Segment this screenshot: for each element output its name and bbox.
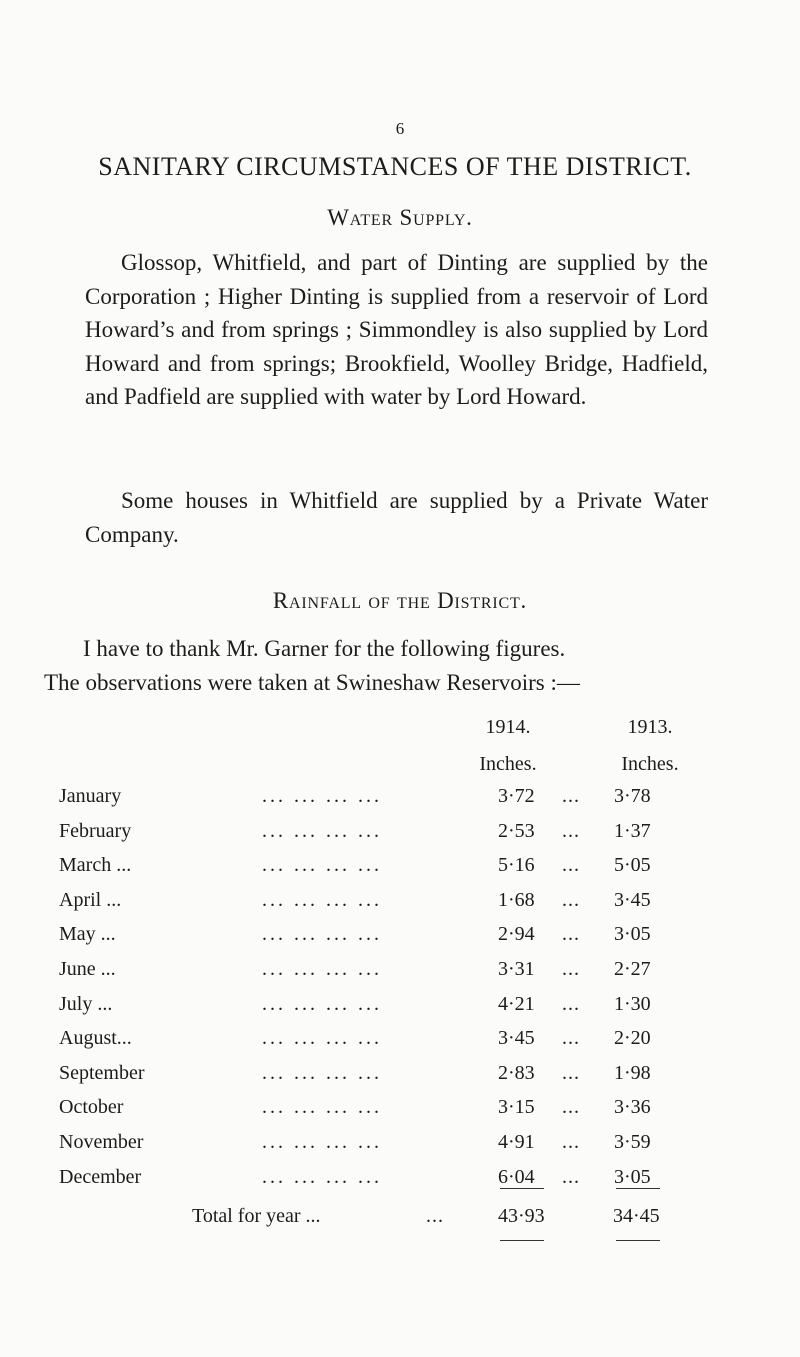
value-1914: 3·72 [498,785,535,807]
month-cell: November [59,1131,144,1153]
table-row [0,854,800,882]
dot-leader: ... ... ... ... [262,785,382,807]
table-row [0,785,800,813]
total-rule-1913 [616,1240,660,1241]
table-row [0,1027,800,1055]
value-1913: 1·37 [614,819,651,842]
value-1914: 1·68 [498,888,535,911]
rainfall-intro-line2: The observations were taken at Swineshaw Reservoirs :— [44,669,580,695]
value-1914: 5·16 [498,854,535,877]
page-title: SANITARY CIRCUMSTANCES OF THE DISTRICT. [98,152,692,181]
value-1913: 3·05 [614,923,651,946]
dot-leader: ... ... ... ... [262,1165,382,1188]
month-cell: January [59,785,122,807]
dot-leader: ... ... ... ... [262,992,382,1015]
month-cell: May ... [59,923,116,946]
table-row [0,1131,800,1159]
table-row [0,1166,800,1194]
total-label: Total for year ... [192,1205,321,1227]
subtotal-rule-1914 [500,1188,544,1189]
month-cell: August... [59,1027,132,1050]
month-cell: October [59,1096,124,1119]
column-header-1914: 1914. [485,716,531,738]
rainfall-heading: Rainfall of the District. [272,588,528,613]
table-row [0,993,800,1021]
value-1914: 3·45 [498,1027,535,1050]
month-cell: December [59,1165,142,1188]
value-1913: 3·45 [614,888,651,911]
dot-leader: ... ... ... ... [262,1061,382,1084]
month-cell: July ... [59,992,113,1015]
total-leader: ... [426,1205,444,1227]
table-row [0,1062,800,1090]
value-1913: 3·36 [614,1096,651,1119]
total-1914: 43·93 [498,1205,545,1227]
dot-leader: ... ... ... ... [262,923,382,946]
month-cell: February [59,819,132,842]
total-rule-1914 [500,1240,544,1241]
table-row [0,1096,800,1124]
dot-leader: ... [562,923,580,946]
dot-leader: ... ... ... ... [262,888,382,911]
value-1913: 3·78 [614,785,651,807]
value-1914: 2·94 [498,923,535,946]
dot-leader: ... ... ... ... [262,958,382,980]
table-row [0,923,800,951]
total-1913: 34·45 [613,1205,660,1227]
dot-leader: ... [562,819,580,842]
page-number: 6 [395,119,405,138]
value-1913: 3·05 [614,1165,651,1188]
dot-leader: ... [562,888,580,911]
dot-leader: ... [562,785,580,807]
column-header-1913: 1913. [627,716,673,738]
dot-leader: ... [562,1027,580,1050]
water-supply-paragraph: Glossop, Whitfield, and part of Dinting are supplied by the Corporation ; Higher Dinting is supplied from a reservoir of Lord Howard’s and from springs ; Simmondley is also supplied by Lord Howard and from springs; Brookfield, Woolley Bridge, Hadfield, and Padfield are supplied with water by Lord Howard. [85,250,708,409]
value-1914: 6·04 [498,1165,535,1188]
value-1913: 3·59 [614,1131,651,1153]
value-1913: 1·30 [614,992,651,1015]
dot-leader: ... ... ... ... [262,1096,382,1119]
value-1914: 3·15 [498,1096,535,1119]
dot-leader: ... ... ... ... [262,819,382,842]
dot-leader: ... [562,1096,580,1119]
value-1914: 2·83 [498,1061,535,1084]
value-1914: 2·53 [498,819,535,842]
dot-leader: ... [562,1061,580,1084]
column-unit-1913: Inches. [621,753,679,775]
table-row [0,820,800,848]
value-1913: 1·98 [614,1061,651,1084]
dot-leader: ... [562,992,580,1015]
table-row [0,958,800,986]
value-1913: 5·05 [614,854,651,877]
dot-leader: ... ... ... ... [262,1027,382,1050]
dot-leader: ... ... ... ... [262,1131,382,1153]
dot-leader: ... [562,854,580,877]
dot-leader: ... [562,1131,580,1153]
rainfall-intro-line1: I have to thank Mr. Garner for the following figures. [83,636,566,661]
table-row [0,889,800,917]
dot-leader: ... ... ... ... [262,854,382,877]
dot-leader: ... [562,958,580,980]
month-cell: March ... [59,854,132,877]
value-1914: 4·91 [498,1131,535,1153]
column-unit-1914: Inches. [479,753,537,775]
value-1913: 2·20 [614,1027,651,1050]
month-cell: April ... [59,888,122,911]
value-1914: 3·31 [498,958,535,980]
water-supply-heading: Water Supply. [327,205,473,230]
private-water-paragraph: Some houses in Whitfield are supplied by a Private Water Company. [85,488,708,547]
value-1913: 2·27 [614,958,651,980]
dot-leader: ... [562,1165,580,1188]
value-1914: 4·21 [498,992,535,1015]
subtotal-rule-1913 [616,1188,660,1189]
month-cell: September [59,1061,145,1084]
month-cell: June ... [59,958,116,980]
